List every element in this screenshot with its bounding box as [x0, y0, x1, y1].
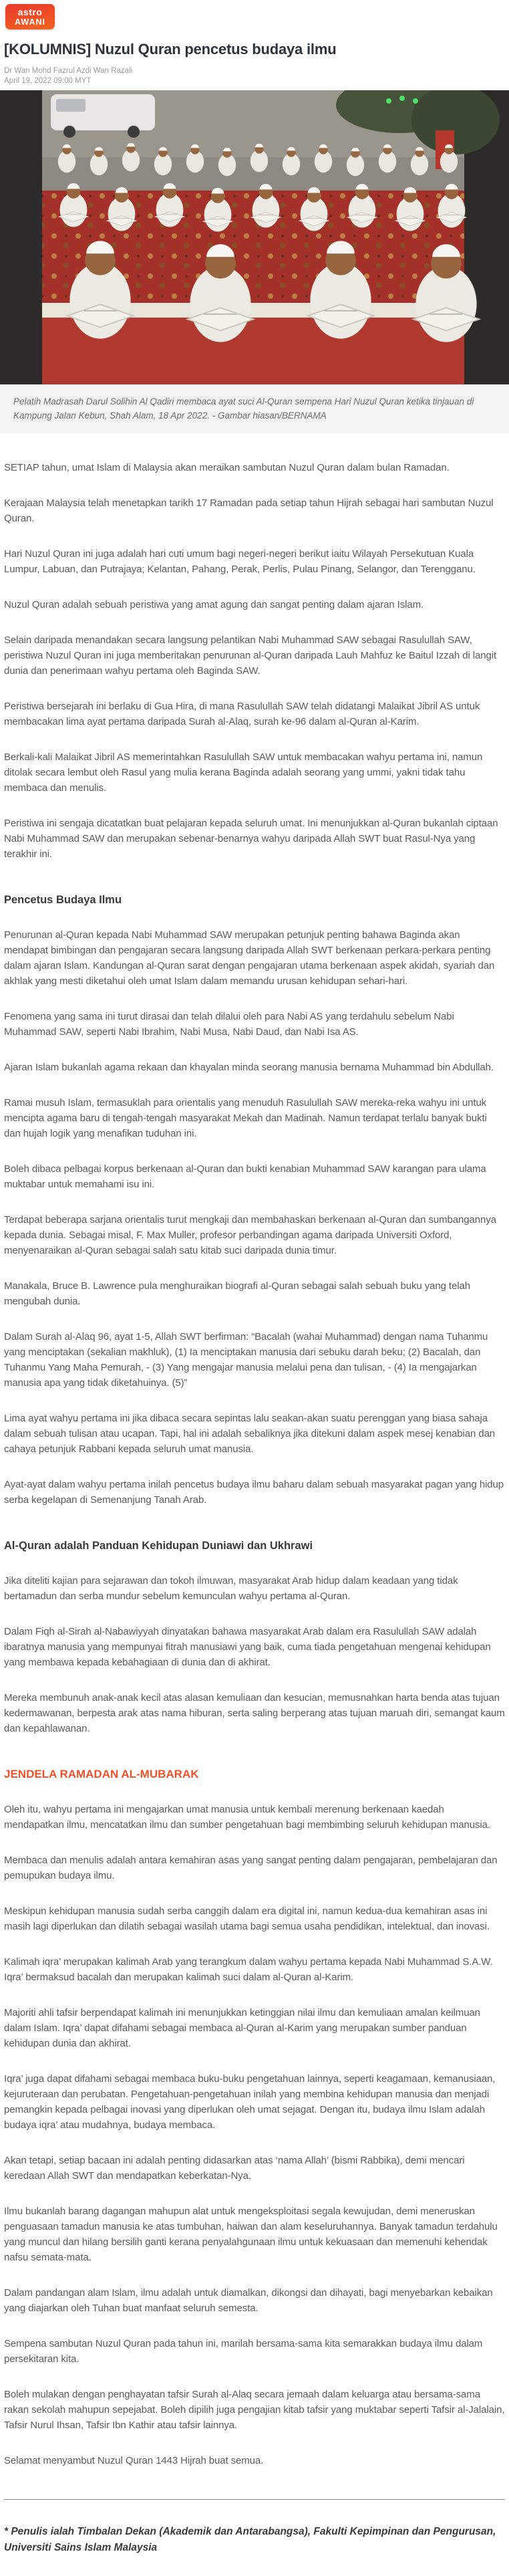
article-paragraph: Ayat-ayat dalam wahyu pertama inilah pencetus budaya ilmu baharu dalam sebuah masyarakat pagan yang hidup serba kegelapan di Semenanjung Tanah Arab.	[4, 1479, 504, 1506]
article-paragraph: Jika diteliti kajian para sejarawan dan tokoh ilmuwan, masyarakat Arab hidup dalam keadaan yang tidak bertamadun dan serba mundur sebelum kemunculan wahyu pertama al-Quran.	[4, 1575, 458, 1602]
article-paragraph: Penurunan al-Quran kepada Nabi Muhammad SAW merupakan petunjuk penting bahawa Baginda akan mendapat bimbingan dan pengajaran secara langsung daripada Allah SWT berkenaan perkara-perkara penting dalam ajaran Islam. Kandungan al-Quran sarat dengan pengajaran utama berkenaan aspek akidah, syariah dan akhlak yang mesti diketahui oleh umat Islam dalam memandu urusan kehidupan sehari-hari.	[4, 929, 495, 987]
article-photo	[0, 90, 509, 384]
article-paragraph: Ramai musuh Islam, termasuklah para orientalis yang menuduh Rasulullah SAW mereka-reka wahyu ini untuk mencipta agama baru di tengah-tengah masyarakat Mekah dan Madinah. Namun terdapat terlalu banyak bukti dan hujah logik yang menafikan tuduhan ini.	[4, 1097, 487, 1139]
article-paragraph: Fenomena yang sama ini turut dirasai dan telah dilalui oleh para Nabi AS yang terdahulu sebelum Nabi Muhammad SAW, seperti Nabi Ibrahim, Nabi Musa, Nabi Daud, dan Nabi Isa AS.	[4, 1011, 454, 1038]
article-paragraph: Kerajaan Malaysia telah menetapkan tarikh 17 Ramadan pada setiap tahun Hijrah sebagai hari sambutan Nuzul Quran.	[4, 497, 494, 524]
photo-caption: Pelatih Madrasah Darul Solihin Al Qadiri membaca ayat suci Al-Quran sempena Hari Nuzul Quran ketika tinjauan di Kampung Jalan Kebun, Shah Alam, 18 Apr 2022. - Gambar hiasan/BERNAMA	[0, 384, 509, 433]
article-body	[0, 433, 509, 2468]
logo-text-awani: AWANI	[15, 17, 45, 27]
article-paragraph: Ajaran Islam bukanlah agama rekaan dan khayalan minda seorang manusia bernama Muhammad bin Abdullah.	[4, 1062, 494, 1073]
footer-divider	[4, 2499, 505, 2500]
author-footnote: * Penulis ialah Timbalan Dekan (Akademik dan Antarabangsa), Fakulti Kepimpinan dan Pengurusan, Universiti Sains Islam Malaysia	[4, 2526, 496, 2553]
article-paragraph: Meskipun kehidupan manusia sudah serba canggih dalam era digital ini, namun kedua-dua kemahiran asas ini masih lagi diperlukan dan dilatih sebagai wasilah utama bagi semua usaha pendidikan, intelektual, dan inovasi.	[4, 1905, 490, 1932]
article-paragraph: Boleh dibaca pelbagai korpus berkenaan al-Quran dan bukti kenabian Muhammad SAW karangan para ulama muktabar untuk memahami isu ini.	[4, 1163, 486, 1190]
article-paragraph: Akan tetapi, setiap bacaan ini adalah penting didasarkan atas ‘nama Allah’ (bismi Rabbika), demi mencari keredaan Allah SWT dan mendapatkan keberkatan-Nya.	[4, 2155, 465, 2182]
article-paragraph: Terdapat beberapa sarjana orientalis turut mengkaji dan membahaskan berkenaan al-Quran dan sumbangannya kepada dunia. Sebagai misal, F. Max Muller, profesor perbandingan agama daripada Universiti Oxford, menyenaraikan al-Quran sebagai salah satu kitab suci daripada dunia timur.	[4, 1214, 496, 1256]
article-paragraph: Kalimah iqra’ merupakan kalimah Arab yang terangkum dalam wahyu pertama kepada Nabi Muhammad S.A.W. Iqra’ bermaksud bacalah dan merupakan kalimah suci dalam al-Quran al-Karim.	[4, 1956, 493, 1983]
accent-section-heading: JENDELA RAMADAN AL-MUBARAK	[4, 1768, 199, 1780]
astro-awani-logo[interactable]	[5, 4, 55, 29]
article-paragraph: Lima ayat wahyu pertama ini jika dibaca secara sepintas lalu seakan-akan suatu perenggan yang biasa sahaja dalam sebuah tulisan atau ucapan. Tapi, hal ini adalah sebaliknya jika ditekuni dalam aspek mesej kenabian dan cahaya petunjuk Rabbani kepada seluruh umat manusia.	[4, 1413, 496, 1455]
section-heading: Al-Quran adalah Panduan Kehidupan Duniawi dan Ukhrawi	[4, 1540, 313, 1552]
article-paragraph: Iqra’ juga dapat difahami sebagai membaca buku-buku pengetahuan lainnya, seperti keagamaan, kemanusiaan, kejuruteraan dan perubatan. Pengetahuan-pengetahuan inilah yang membina kehidupan manusia dan menjadi pemangkin kepada pelbagai inovasi yang diperlukan oleh umat sejagat. Dengan itu, budaya ilmu Islam adalah budaya iqra’ atau mudahnya, budaya membaca.	[4, 2073, 496, 2131]
article-paragraph: Ilmu bukanlah barang dagangan mahupun alat untuk mengeksploitasi segala kewujudan, demi meneruskan penguasaan tamadun manusia ke atas tumbuhan, haiwan dan alam keseluruhannya. Banyak tamadun terdahulu yang muncul dan hilang bersilih ganti kerana penyalahgunaan ilmu untuk kekuasaan dan memenuhi kehendak nafsu semata-mata.	[4, 2206, 498, 2263]
article-paragraph: Manakala, Bruce B. Lawrence pula menghuraikan biografi al-Quran sebagai salah sebuah buku yang telah mengubah dunia.	[4, 1280, 470, 1307]
article-paragraph: Boleh mulakan dengan penghayatan tafsir Surah al-Alaq secara jemaah dalam keluarga atau bersama-sama rakan sekolah mahupun sepejabat. Boleh dipilih juga pengajian kitab tafsir yang muktabar seperti Tafsir al-Jalalain, Tafsir Nurul Ihsan, Tafsir Ibn Kathir atau tafsir lainnya.	[4, 2389, 505, 2431]
article-author: Dr Wan Mohd Fazrul Azdi Wan Razali	[4, 67, 133, 75]
photo-illustration	[0, 90, 509, 384]
article-paragraph: Membaca dan menulis adalah antara kemahiran asas yang sangat penting dalam pengajaran, pembelajaran dan pemupukan budaya ilmu.	[4, 1855, 498, 1881]
article-paragraph: Majoriti ahli tafsir berpendapat kalimah ini menunjukkan ketinggian nilai ilmu dan kemuliaan amalan keilmuan dalam Islam. Iqra’ dapat difahami sebagai membaca al-Quran al-Karim yang merupakan sumber panduan kehidupan dunia dan akhirat.	[4, 2007, 480, 2049]
article-paragraph: Sempena sambutan Nuzul Quran pada tahun ini, marilah bersama-sama kita semarakkan budaya ilmu dalam persekitaran kita.	[4, 2338, 483, 2365]
article-paragraph: Selain daripada menandakan secara langsung pelantikan Nabi Muhammad SAW sebagai Rasulullah SAW, peristiwa Nuzul Quran ini juga memberitakan penurunan al-Quran daripada Lauh Mahfuz ke Baitul Izzah di langit dunia dan penerimaan wahyu pertama oleh Baginda SAW.	[4, 634, 497, 677]
article-paragraph: Peristiwa ini sengaja dicatatkan buat pelajaran kepada seluruh umat. Ini menunjukkan al-Quran bukanlah ciptaan Nabi Muhammad SAW dan merupakan sebenar-benarnya wahyu daripada Allah SWT buat Rasul-Nya yang terakhir ini.	[4, 818, 498, 860]
article-paragraph: Selamat menyambut Nuzul Quran 1443 Hijrah buat semua.	[4, 2455, 264, 2466]
article-paragraph: Oleh itu, wahyu pertama ini mengajarkan umat manusia untuk kembali merenung berkenaan kaedah mendapatkan ilmu, mencatatkan ilmu dan sumber pengetahuan bagi membimbing seluruh kehidupan manusia.	[4, 1804, 490, 1831]
article-paragraph: SETIAP tahun, umat Islam di Malaysia akan meraikan sambutan Nuzul Quran dalam bulan Ramadan.	[4, 462, 450, 473]
article-paragraph: Hari Nuzul Quran ini juga adalah hari cuti umum bagi negeri-negeri berikut iaitu Wilayah Persekutuan Kuala Lumpur, Labuan, dan Putrajaya; Kelantan, Pahang, Perak, Perlis, Pulau Pinang, Selangor, dan Terengganu.	[4, 548, 476, 575]
article-title: [KOLUMNIS] Nuzul Quran pencetus budaya ilmu	[4, 41, 337, 57]
article-paragraph: Berkali-kali Malaikat Jibril AS memerintahkan Rasulullah SAW untuk membacakan wahyu pertama ini, namun ditolak secara lembut oleh Rasul yang mulia kerana Baginda adalah seorang yang ummi, yakni tidak tahu membaca dan menulis.	[4, 751, 483, 794]
article-date: April 19, 2022 09:00 MYT	[4, 77, 92, 85]
article-paragraph: Dalam Fiqh al-Sirah al-Nabawiyyah dinyatakan bahawa masyarakat Arab dalam era Rasulullah SAW adalah ibaratnya manusia yang mempunyai fitrah manusiawi yang baik, cuma tiada pengetahuan mengenai kehidupan yang membawa kepada kebahagiaan di dunia dan di akhirat.	[4, 1626, 491, 1668]
article-paragraph: Mereka membunuh anak-anak kecil atas alasan kemuliaan dan kesucian, memusnahkan harta benda atas tujuan kedermawanan, berpesta arak atas nama hiburan, serta saling berperang atas tujuan maruah diri, semangat kaum dan kepahlawanan.	[4, 1692, 505, 1734]
article-paragraph: Dalam pandangan alam Islam, ilmu adalah untuk diamalkan, dikongsi dan dihayati, bagi menyebarkan kebaikan yang diajarkan oleh Tuhan buat manfaat seluruh semesta.	[4, 2287, 493, 2314]
article-paragraph: Dalam Surah al-Alaq 96, ayat 1-5, Allah SWT berfirman: “Bacalah (wahai Muhammad) dengan nama Tuhanmu yang menciptakan (sekalian makhluk), (1) Ia menciptakan manusia dari sebuku darah beku; (2) Bacalah, dan Tuhanmu Yang Maha Pemurah, - (3) Yang mengajar manusia melalui pena dan tulisan, - (4) Ia mengajarkan manusia apa yang tidak diketahuinya. (5)”	[4, 1331, 488, 1389]
section-heading: Pencetus Budaya Ilmu	[4, 894, 122, 906]
logo-text-astro: astro	[17, 6, 43, 17]
article-paragraph: Nuzul Quran adalah sebuah peristiwa yang amat agung dan sangat penting dalam ajaran Islam.	[4, 599, 424, 610]
article-paragraph: Peristiwa bersejarah ini berlaku di Gua Hira, di mana Rasulullah SAW telah didatangi Malaikat Jibril AS untuk membacakan lima ayat pertama daripada Surah al-Alaq, surah ke-96 dalam al-Quran al-Karim.	[4, 701, 480, 727]
